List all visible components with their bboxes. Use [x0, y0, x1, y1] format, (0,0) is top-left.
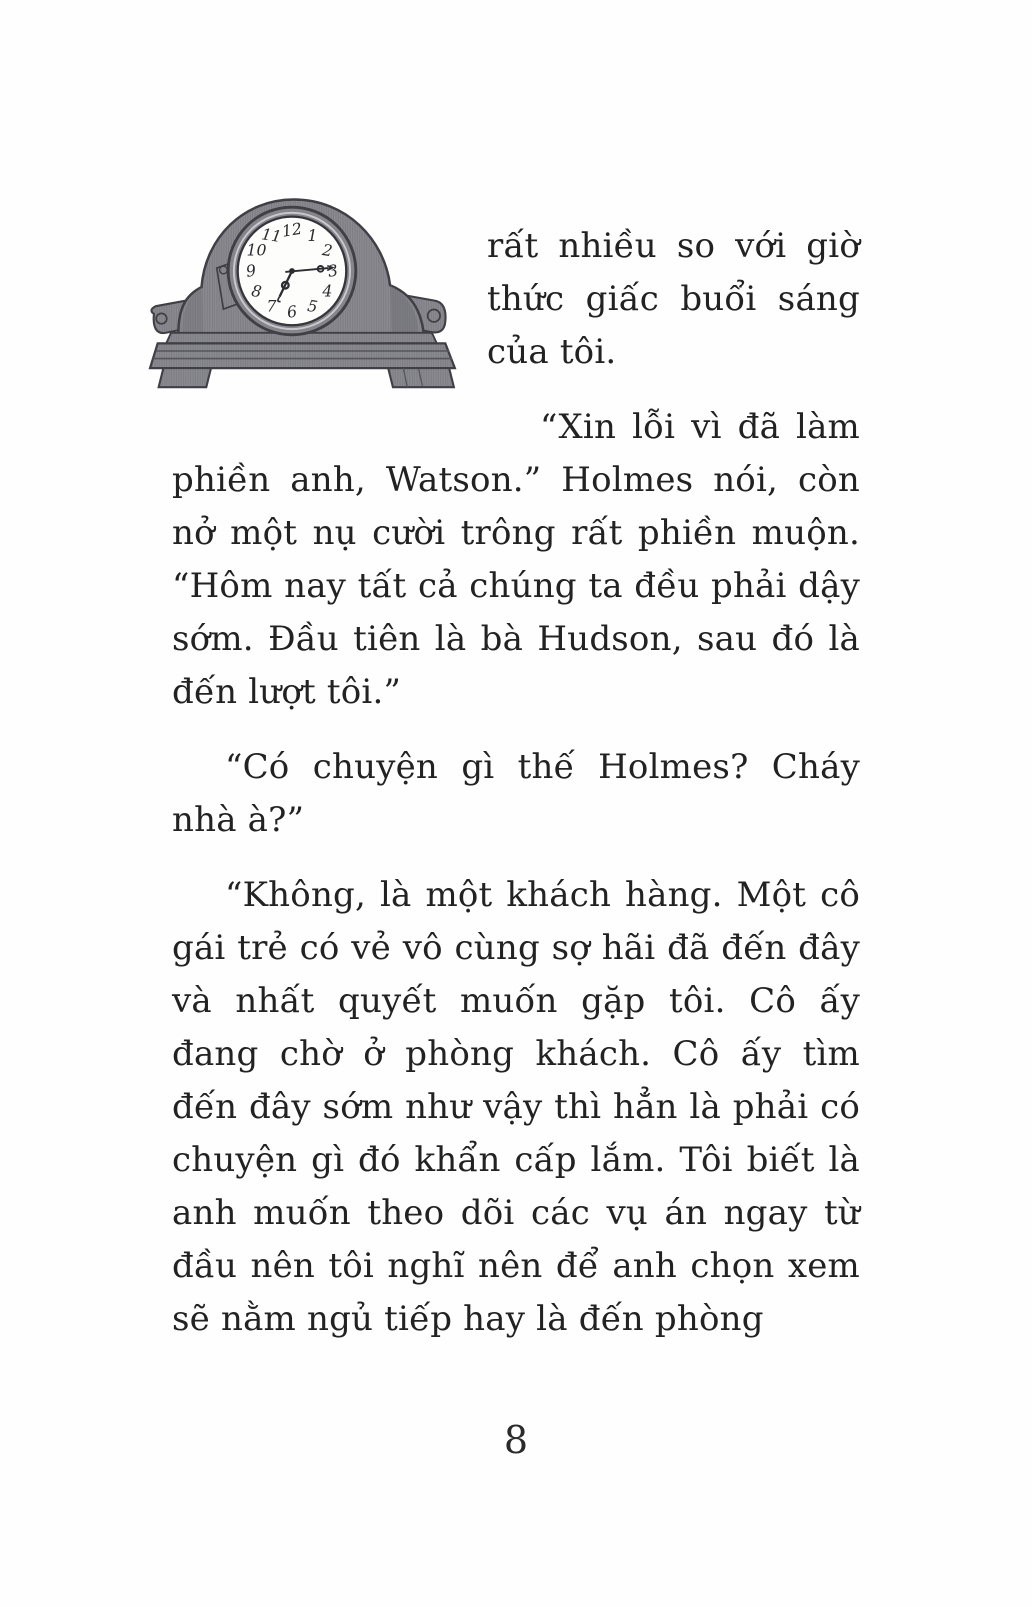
clock-numeral-3: 3: [326, 260, 340, 281]
clock-numeral-11: 11: [260, 224, 283, 247]
paragraph-watson-question: “Có chuyện gì thế Holmes? Cháy nhà à?”: [172, 747, 860, 840]
clock-face: [228, 207, 356, 335]
paragraph-holmes-apology: “Xin lỗi vì đã làm phiền anh, Watson.” Holmes nói, còn nở một nụ cười trông rất phiền muộn. “Hôm nay tất cả chúng ta đều phải dậy sớm. Đầu tiên là bà Hudson, sau đó là đến lượt tôi.”: [172, 407, 860, 712]
paragraph-continuation: rất nhiều so với giờ thức giấc buổi sáng của tôi.: [487, 226, 860, 372]
clock-numeral-8: 8: [250, 281, 264, 302]
clock-numeral-10: 10: [246, 240, 267, 260]
paragraph-holmes-client: “Không, là một khách hàng. Một cô gái trẻ có vẻ vô cùng sợ hãi đã đến đây và nhất quyết muốn gặp tôi. Cô ấy đang chờ ở phòng khách. Cô ấy tìm đến đây sớm như vậy thì hẳn là phải có chuyện gì đó khẩn cấp lắm. Tôi biết là anh muốn theo dõi các vụ án ngay từ đầu nên tôi nghĩ nên để anh chọn xem sẽ nằm ngủ tiếp hay là đến phòng: [172, 875, 860, 1339]
clock-numeral-12: 12: [280, 218, 304, 241]
clock-base: [150, 333, 455, 387]
clock-figure: [144, 190, 459, 390]
clock-numeral-4: 4: [322, 281, 333, 301]
clock-center-pin: [289, 268, 295, 274]
clock-numeral-9: 9: [244, 260, 258, 281]
clock-numeral-6: 6: [285, 301, 299, 322]
clock-numeral-2: 2: [321, 240, 334, 261]
clock-illustration: [144, 190, 459, 390]
clock-numeral-1: 1: [307, 225, 318, 245]
clock-numeral-7: 7: [266, 296, 277, 316]
page-number: 8: [503, 1418, 529, 1462]
clock-numeral-5: 5: [306, 295, 319, 317]
